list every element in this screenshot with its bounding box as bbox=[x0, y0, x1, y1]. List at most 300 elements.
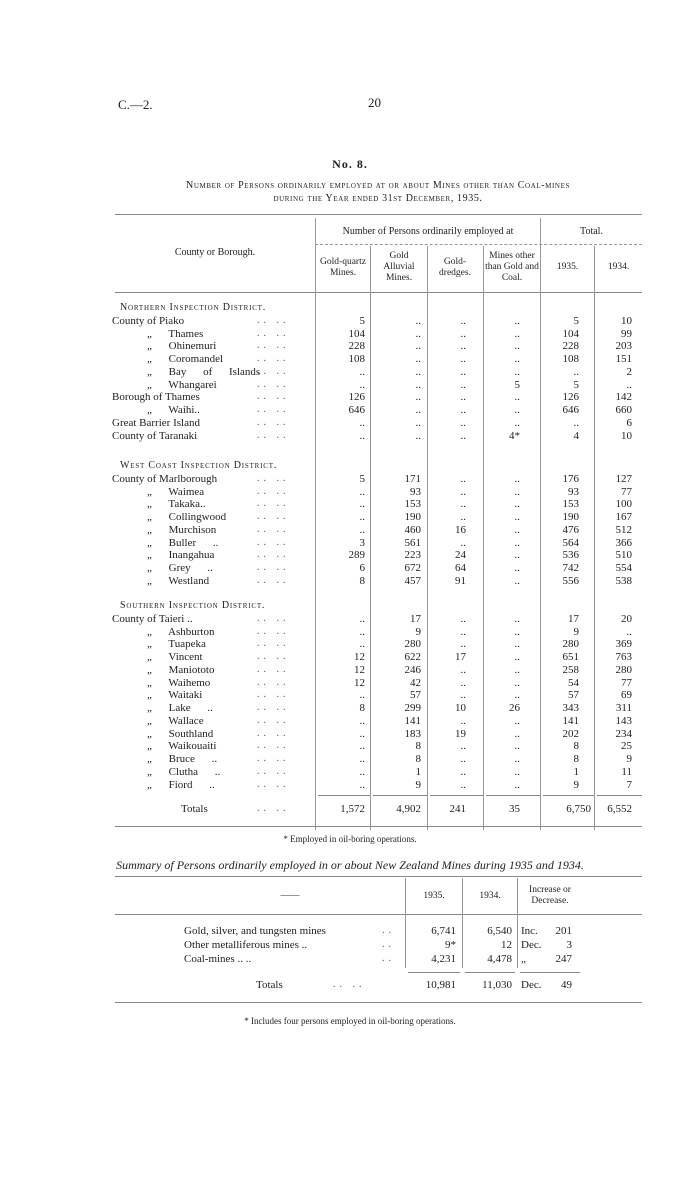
cell-total-1934: 554 bbox=[615, 562, 632, 574]
summary-rule-bottom bbox=[115, 1002, 642, 1003]
leader-dots: .. .. bbox=[257, 740, 290, 751]
totals-gold-quartz: 1,572 bbox=[340, 803, 365, 815]
cell-total-1934: 763 bbox=[615, 651, 632, 663]
totals-rule bbox=[486, 795, 540, 796]
cell-gold-quartz: .. bbox=[359, 430, 365, 442]
totals-rule bbox=[543, 795, 594, 796]
cell-mines-other: .. bbox=[514, 626, 520, 638]
cell-gold-alluvial: 190 bbox=[404, 511, 421, 523]
totals-rule bbox=[318, 795, 370, 796]
cell-mines-other: .. bbox=[514, 498, 520, 510]
cell-mines-other: .. bbox=[514, 486, 520, 498]
row-label: „ Waihemo bbox=[147, 677, 211, 689]
cell-gold-dredges: 17 bbox=[455, 651, 466, 663]
row-label: „ Clutha .. bbox=[147, 766, 221, 778]
table-rule-top bbox=[115, 214, 642, 215]
row-label: „ Whangarei bbox=[147, 379, 217, 391]
cell-gold-dredges: .. bbox=[460, 613, 466, 625]
cell-gold-quartz: .. bbox=[359, 379, 365, 391]
totals-1935: 6,750 bbox=[566, 803, 591, 815]
cell-total-1934: 77 bbox=[621, 677, 632, 689]
summary-row-label: Other metalliferous mines .. bbox=[184, 939, 308, 951]
cell-total-1934: 10 bbox=[621, 315, 632, 327]
row-label: „ Ohinemuri bbox=[147, 340, 217, 352]
summary-totals-1934: 11,030 bbox=[482, 979, 512, 991]
summary-cell-1934: 4,478 bbox=[487, 953, 512, 965]
cell-gold-quartz: .. bbox=[359, 626, 365, 638]
cell-gold-dredges: .. bbox=[460, 486, 466, 498]
table-title bbox=[115, 179, 641, 205]
cell-total-1935: 104 bbox=[562, 328, 579, 340]
cell-gold-quartz: 12 bbox=[354, 664, 365, 676]
totals-rule bbox=[373, 795, 427, 796]
cell-total-1935: 8 bbox=[573, 740, 579, 752]
cell-gold-dredges: .. bbox=[460, 677, 466, 689]
cell-gold-dredges: .. bbox=[460, 689, 466, 701]
header-1935: 1935. bbox=[556, 262, 579, 272]
row-label: „ Bruce .. bbox=[147, 753, 218, 765]
cell-gold-dredges: .. bbox=[460, 753, 466, 765]
leader-dots: .. .. bbox=[257, 417, 290, 428]
cell-total-1934: 234 bbox=[615, 728, 632, 740]
leader-dots: .. .. bbox=[257, 366, 290, 377]
cell-gold-quartz: .. bbox=[359, 417, 365, 429]
summary-head-blank: —— bbox=[280, 891, 300, 901]
summary-rule-top bbox=[115, 876, 642, 877]
cell-mines-other: .. bbox=[514, 353, 520, 365]
cell-gold-dredges: .. bbox=[460, 638, 466, 650]
cell-gold-alluvial: .. bbox=[415, 417, 421, 429]
cell-mines-other: 4* bbox=[509, 430, 520, 442]
cell-gold-dredges: .. bbox=[460, 473, 466, 485]
cell-mines-other: .. bbox=[514, 689, 520, 701]
cell-gold-alluvial: .. bbox=[415, 379, 421, 391]
table-rule-bottom bbox=[115, 826, 642, 827]
cell-gold-alluvial: .. bbox=[415, 328, 421, 340]
cell-gold-alluvial: .. bbox=[415, 353, 421, 365]
cell-total-1934: 9 bbox=[626, 753, 632, 765]
leader-dots: .. .. bbox=[257, 404, 290, 415]
cell-total-1934: 369 bbox=[615, 638, 632, 650]
leader-dots: .. .. bbox=[257, 766, 290, 777]
cell-gold-dredges: .. bbox=[460, 417, 466, 429]
cell-total-1934: .. bbox=[626, 626, 632, 638]
cell-mines-other: .. bbox=[514, 537, 520, 549]
cell-gold-quartz: 12 bbox=[354, 677, 365, 689]
cell-gold-dredges: .. bbox=[460, 779, 466, 791]
cell-mines-other: .. bbox=[514, 779, 520, 791]
cell-mines-other: .. bbox=[514, 664, 520, 676]
cell-gold-quartz: .. bbox=[359, 689, 365, 701]
cell-gold-quartz: 104 bbox=[348, 328, 365, 340]
row-label: Great Barrier Island bbox=[112, 417, 200, 429]
cell-gold-alluvial: .. bbox=[415, 391, 421, 403]
cell-gold-quartz: 5 bbox=[359, 315, 365, 327]
cell-total-1934: 280 bbox=[615, 664, 632, 676]
cell-gold-dredges: .. bbox=[460, 537, 466, 549]
summary-totals-rule bbox=[408, 972, 460, 973]
row-label: „ Wallace bbox=[147, 715, 204, 727]
cell-total-1934: 510 bbox=[615, 549, 632, 561]
cell-gold-alluvial: 141 bbox=[404, 715, 421, 727]
cell-gold-dredges: .. bbox=[460, 366, 466, 378]
cell-gold-quartz: 108 bbox=[348, 353, 365, 365]
district-heading: Northern Inspection District. bbox=[120, 302, 267, 313]
cell-total-1934: 167 bbox=[615, 511, 632, 523]
cell-mines-other: .. bbox=[514, 366, 520, 378]
cell-gold-dredges: 10 bbox=[455, 702, 466, 714]
cell-gold-quartz: .. bbox=[359, 613, 365, 625]
cell-gold-quartz: .. bbox=[359, 779, 365, 791]
cell-gold-quartz: .. bbox=[359, 740, 365, 752]
header-mines-other: Mines other than Gold and Coal. bbox=[485, 251, 539, 283]
cell-mines-other: .. bbox=[514, 404, 520, 416]
cell-total-1934: 366 bbox=[615, 537, 632, 549]
cell-total-1934: 10 bbox=[621, 430, 632, 442]
cell-total-1935: 476 bbox=[562, 524, 579, 536]
cell-total-1935: 176 bbox=[562, 473, 579, 485]
summary-cell-change: 247 bbox=[555, 953, 572, 965]
summary-cell-change-type: „ bbox=[521, 953, 526, 965]
row-label: „ Inangahua bbox=[147, 549, 215, 561]
cell-gold-alluvial: 1 bbox=[415, 766, 421, 778]
leader-dots: .. .. bbox=[257, 803, 290, 814]
row-label: „ Fiord .. bbox=[147, 779, 215, 791]
leader-dots: .. .. bbox=[257, 340, 290, 351]
totals-rule bbox=[430, 795, 483, 796]
cell-total-1934: 151 bbox=[615, 353, 632, 365]
cell-gold-quartz: .. bbox=[359, 638, 365, 650]
cell-total-1935: 5 bbox=[573, 379, 579, 391]
cell-gold-quartz: .. bbox=[359, 753, 365, 765]
cell-total-1935: 258 bbox=[562, 664, 579, 676]
cell-mines-other: .. bbox=[514, 651, 520, 663]
cell-mines-other: .. bbox=[514, 613, 520, 625]
cell-mines-other: 5 bbox=[514, 379, 520, 391]
cell-gold-dredges: .. bbox=[460, 353, 466, 365]
cell-gold-quartz: .. bbox=[359, 511, 365, 523]
row-label: „ Waihi.. bbox=[147, 404, 200, 416]
table-title-line2: during the Year ended 31st December, 1935. bbox=[273, 193, 483, 204]
cell-gold-dredges: .. bbox=[460, 404, 466, 416]
cell-gold-alluvial: 8 bbox=[415, 740, 421, 752]
totals-label: Totals bbox=[181, 803, 208, 815]
cell-gold-alluvial: 9 bbox=[415, 779, 421, 791]
summary-cell-1935: 4,231 bbox=[431, 953, 456, 965]
cell-gold-alluvial: 17 bbox=[410, 613, 421, 625]
summary-cell-change-type: Inc. bbox=[521, 925, 538, 937]
cell-gold-alluvial: 672 bbox=[404, 562, 421, 574]
cell-total-1935: 646 bbox=[562, 404, 579, 416]
cell-gold-quartz: 12 bbox=[354, 651, 365, 663]
cell-total-1934: .. bbox=[626, 379, 632, 391]
cell-gold-dredges: 16 bbox=[455, 524, 466, 536]
cell-total-1934: 538 bbox=[615, 575, 632, 587]
summary-head-1934: 1934. bbox=[479, 891, 501, 901]
leader-dots: .. .. bbox=[257, 626, 290, 637]
table-number: No. 8. bbox=[332, 157, 368, 171]
cell-gold-alluvial: 460 bbox=[404, 524, 421, 536]
cell-total-1935: 5 bbox=[573, 315, 579, 327]
cell-gold-quartz: .. bbox=[359, 524, 365, 536]
cell-mines-other: .. bbox=[514, 766, 520, 778]
cell-gold-dredges: 91 bbox=[455, 575, 466, 587]
cell-total-1934: 127 bbox=[615, 473, 632, 485]
cell-gold-quartz: 126 bbox=[348, 391, 365, 403]
summary-cell-1934: 6,540 bbox=[487, 925, 512, 937]
cell-mines-other: .. bbox=[514, 473, 520, 485]
row-label: „ Lake .. bbox=[147, 702, 213, 714]
cell-total-1934: 311 bbox=[615, 702, 632, 714]
summary-row-label: Gold, silver, and tungsten mines bbox=[184, 925, 326, 937]
cell-total-1935: 1 bbox=[573, 766, 579, 778]
cell-total-1935: 108 bbox=[562, 353, 579, 365]
row-label: „ Thames bbox=[147, 328, 204, 340]
totals-rule bbox=[597, 795, 642, 796]
row-label: „ Murchison bbox=[147, 524, 217, 536]
cell-total-1934: 142 bbox=[615, 391, 632, 403]
cell-total-1934: 203 bbox=[615, 340, 632, 352]
cell-gold-dredges: .. bbox=[460, 715, 466, 727]
summary-cell-change: 201 bbox=[555, 925, 572, 937]
row-label: „ Buller .. bbox=[147, 537, 219, 549]
cell-gold-quartz: 228 bbox=[348, 340, 365, 352]
summary-cell-change-type: Dec. bbox=[521, 939, 542, 951]
leader-dots: .. .. bbox=[257, 379, 290, 390]
leader-dots: .. .. bbox=[257, 473, 290, 484]
row-label: „ Westland bbox=[147, 575, 210, 587]
totals-mines-other: 35 bbox=[509, 803, 520, 815]
cell-gold-alluvial: 57 bbox=[410, 689, 421, 701]
header-gold-alluvial: Gold Alluvial Mines. bbox=[383, 251, 415, 283]
leader-dots: .. .. bbox=[257, 651, 290, 662]
cell-gold-dredges: 19 bbox=[455, 728, 466, 740]
cell-gold-dredges: .. bbox=[460, 511, 466, 523]
leader-dots: .. .. bbox=[257, 562, 290, 573]
totals-1934: 6,552 bbox=[607, 803, 632, 815]
leader-dots: .. .. bbox=[257, 328, 290, 339]
cell-gold-dredges: .. bbox=[460, 340, 466, 352]
leader-dots: .. .. bbox=[257, 689, 290, 700]
cell-gold-quartz: 3 bbox=[359, 537, 365, 549]
cell-total-1934: 11 bbox=[621, 766, 632, 778]
summary-totals-label: Totals bbox=[256, 979, 283, 991]
cell-gold-dredges: .. bbox=[460, 626, 466, 638]
cell-gold-quartz: .. bbox=[359, 486, 365, 498]
cell-mines-other: .. bbox=[514, 417, 520, 429]
cell-mines-other: .. bbox=[514, 575, 520, 587]
district-heading: West Coast Inspection District. bbox=[120, 460, 278, 471]
cell-total-1935: .. bbox=[573, 366, 579, 378]
leader-dots: .. bbox=[382, 953, 395, 964]
cell-gold-dredges: .. bbox=[460, 498, 466, 510]
row-label: County of Taranaki bbox=[112, 430, 198, 442]
cell-total-1934: 100 bbox=[615, 498, 632, 510]
cell-gold-dredges: .. bbox=[460, 315, 466, 327]
cell-mines-other: .. bbox=[514, 391, 520, 403]
leader-dots: .. .. bbox=[257, 498, 290, 509]
cell-total-1935: 564 bbox=[562, 537, 579, 549]
cell-total-1935: 153 bbox=[562, 498, 579, 510]
cell-total-1934: 512 bbox=[615, 524, 632, 536]
cell-gold-quartz: .. bbox=[359, 498, 365, 510]
cell-total-1935: 202 bbox=[562, 728, 579, 740]
cell-mines-other: .. bbox=[514, 524, 520, 536]
header-total: Total. bbox=[580, 226, 603, 237]
summary-cell-change: 3 bbox=[566, 939, 572, 951]
cell-gold-quartz: 646 bbox=[348, 404, 365, 416]
leader-dots: .. .. bbox=[257, 728, 290, 739]
cell-mines-other: .. bbox=[514, 315, 520, 327]
cell-total-1935: 190 bbox=[562, 511, 579, 523]
summary-cell-1935: 9* bbox=[445, 939, 456, 951]
cell-gold-quartz: 289 bbox=[348, 549, 365, 561]
leader-dots: .. .. bbox=[257, 677, 290, 688]
cell-total-1935: 126 bbox=[562, 391, 579, 403]
row-label: „ Collingwood bbox=[147, 511, 227, 523]
row-label: „ Waimea bbox=[147, 486, 205, 498]
cell-mines-other: .. bbox=[514, 340, 520, 352]
cell-total-1934: 25 bbox=[621, 740, 632, 752]
cell-total-1934: 6 bbox=[626, 417, 632, 429]
cell-mines-other: .. bbox=[514, 562, 520, 574]
cell-total-1935: .. bbox=[573, 417, 579, 429]
cell-total-1934: 2 bbox=[626, 366, 632, 378]
cell-gold-alluvial: 280 bbox=[404, 638, 421, 650]
cell-total-1935: 54 bbox=[568, 677, 579, 689]
summary-totals-change-type: Dec. bbox=[521, 979, 542, 991]
summary-title: Summary of Persons ordinarily employed in or about New Zealand Mines during 1935 and 1934. bbox=[116, 858, 584, 872]
cell-gold-quartz: .. bbox=[359, 366, 365, 378]
cell-gold-quartz: 8 bbox=[359, 575, 365, 587]
footnote-includes: * Includes four persons employed in oil-boring operations. bbox=[244, 1016, 456, 1026]
summary-totals-change: 49 bbox=[561, 979, 572, 991]
cell-gold-alluvial: 622 bbox=[404, 651, 421, 663]
cell-total-1935: 228 bbox=[562, 340, 579, 352]
cell-gold-quartz: 5 bbox=[359, 473, 365, 485]
cell-mines-other: .. bbox=[514, 328, 520, 340]
table-title-line1: Number of Persons ordinarily employed at or about Mines other than Coal-mines bbox=[186, 180, 570, 191]
cell-gold-dredges: 24 bbox=[455, 549, 466, 561]
cell-gold-dredges: .. bbox=[460, 391, 466, 403]
leader-dots: .. .. bbox=[257, 664, 290, 675]
cell-mines-other: 26 bbox=[509, 702, 520, 714]
leader-dots: .. .. bbox=[257, 537, 290, 548]
leader-dots: .. .. bbox=[257, 430, 290, 441]
cell-mines-other: .. bbox=[514, 677, 520, 689]
summary-cell-1934: 12 bbox=[501, 939, 512, 951]
cell-total-1935: 9 bbox=[573, 626, 579, 638]
header-subrule bbox=[315, 244, 642, 245]
row-label: „ Waikouaiti bbox=[147, 740, 217, 752]
header-1934: 1934. bbox=[607, 262, 630, 272]
cell-gold-alluvial: 183 bbox=[404, 728, 421, 740]
summary-totals-rule bbox=[520, 972, 580, 973]
row-label: „ Grey .. bbox=[147, 562, 213, 574]
totals-gold-dredges: 241 bbox=[449, 803, 466, 815]
leader-dots: .. .. bbox=[257, 353, 290, 364]
leader-dots: .. bbox=[382, 939, 395, 950]
cell-gold-dredges: .. bbox=[460, 430, 466, 442]
cell-total-1934: 7 bbox=[626, 779, 632, 791]
leader-dots: .. bbox=[382, 925, 395, 936]
summary-totals-rule bbox=[465, 972, 515, 973]
row-label: „ Waitaki bbox=[147, 689, 203, 701]
cell-total-1935: 343 bbox=[562, 702, 579, 714]
cell-gold-alluvial: 299 bbox=[404, 702, 421, 714]
row-label: „ Coromandel bbox=[147, 353, 224, 365]
row-label: „ Tuapeka bbox=[147, 638, 206, 650]
leader-dots: .. .. bbox=[257, 613, 290, 624]
footnote-oil-boring: * Employed in oil-boring operations. bbox=[283, 834, 417, 844]
row-label: Borough of Thames bbox=[112, 391, 200, 403]
cell-total-1934: 77 bbox=[621, 486, 632, 498]
cell-gold-dredges: .. bbox=[460, 766, 466, 778]
cell-total-1934: 99 bbox=[621, 328, 632, 340]
row-label: „ Southland bbox=[147, 728, 214, 740]
row-label: „ Bay of Islands bbox=[147, 366, 261, 378]
summary-row-label: Coal-mines .. .. bbox=[184, 953, 252, 965]
leader-dots: .. .. bbox=[257, 391, 290, 402]
leader-dots: .. .. bbox=[257, 715, 290, 726]
page-number: 20 bbox=[368, 95, 381, 110]
cell-gold-alluvial: 153 bbox=[404, 498, 421, 510]
cell-total-1935: 93 bbox=[568, 486, 579, 498]
totals-gold-alluvial: 4,902 bbox=[396, 803, 421, 815]
summary-head-change: Increase or Decrease. bbox=[529, 885, 571, 906]
cell-total-1935: 651 bbox=[562, 651, 579, 663]
cell-gold-alluvial: 171 bbox=[404, 473, 421, 485]
cell-gold-alluvial: 9 bbox=[415, 626, 421, 638]
leader-dots: .. .. bbox=[257, 638, 290, 649]
cell-mines-other: .. bbox=[514, 549, 520, 561]
row-label: „ Takaka.. bbox=[147, 498, 206, 510]
cell-gold-dredges: .. bbox=[460, 664, 466, 676]
cell-total-1935: 536 bbox=[562, 549, 579, 561]
leader-dots: .. .. bbox=[257, 315, 290, 326]
cell-gold-dredges: .. bbox=[460, 379, 466, 391]
cell-total-1935: 9 bbox=[573, 779, 579, 791]
leader-dots: .. .. bbox=[257, 511, 290, 522]
cell-total-1935: 4 bbox=[573, 430, 579, 442]
summary-rule-head bbox=[115, 914, 642, 915]
district-heading: Southern Inspection District. bbox=[120, 600, 266, 611]
row-label: County of Taieri .. bbox=[112, 613, 193, 625]
row-label: „ Ashburton bbox=[147, 626, 215, 638]
cell-gold-alluvial: 561 bbox=[404, 537, 421, 549]
cell-mines-other: .. bbox=[514, 638, 520, 650]
cell-mines-other: .. bbox=[514, 728, 520, 740]
cell-gold-alluvial: .. bbox=[415, 430, 421, 442]
cell-total-1935: 8 bbox=[573, 753, 579, 765]
cell-gold-alluvial: 8 bbox=[415, 753, 421, 765]
cell-gold-quartz: .. bbox=[359, 766, 365, 778]
summary-cell-1935: 6,741 bbox=[431, 925, 456, 937]
header-county: County or Borough. bbox=[174, 247, 256, 258]
cell-gold-alluvial: 457 bbox=[404, 575, 421, 587]
row-label: „ Maniototo bbox=[147, 664, 215, 676]
cell-mines-other: .. bbox=[514, 753, 520, 765]
row-label: „ Vincent bbox=[147, 651, 203, 663]
cell-gold-dredges: 64 bbox=[455, 562, 466, 574]
header-group: Number of Persons ordinarily employed at bbox=[342, 226, 514, 237]
cell-gold-quartz: 8 bbox=[359, 702, 365, 714]
leader-dots: .. .. bbox=[257, 779, 290, 790]
leader-dots: .. .. bbox=[257, 549, 290, 560]
header-rule-bottom bbox=[115, 292, 642, 293]
cell-gold-alluvial: .. bbox=[415, 340, 421, 352]
cell-gold-alluvial: 42 bbox=[410, 677, 421, 689]
